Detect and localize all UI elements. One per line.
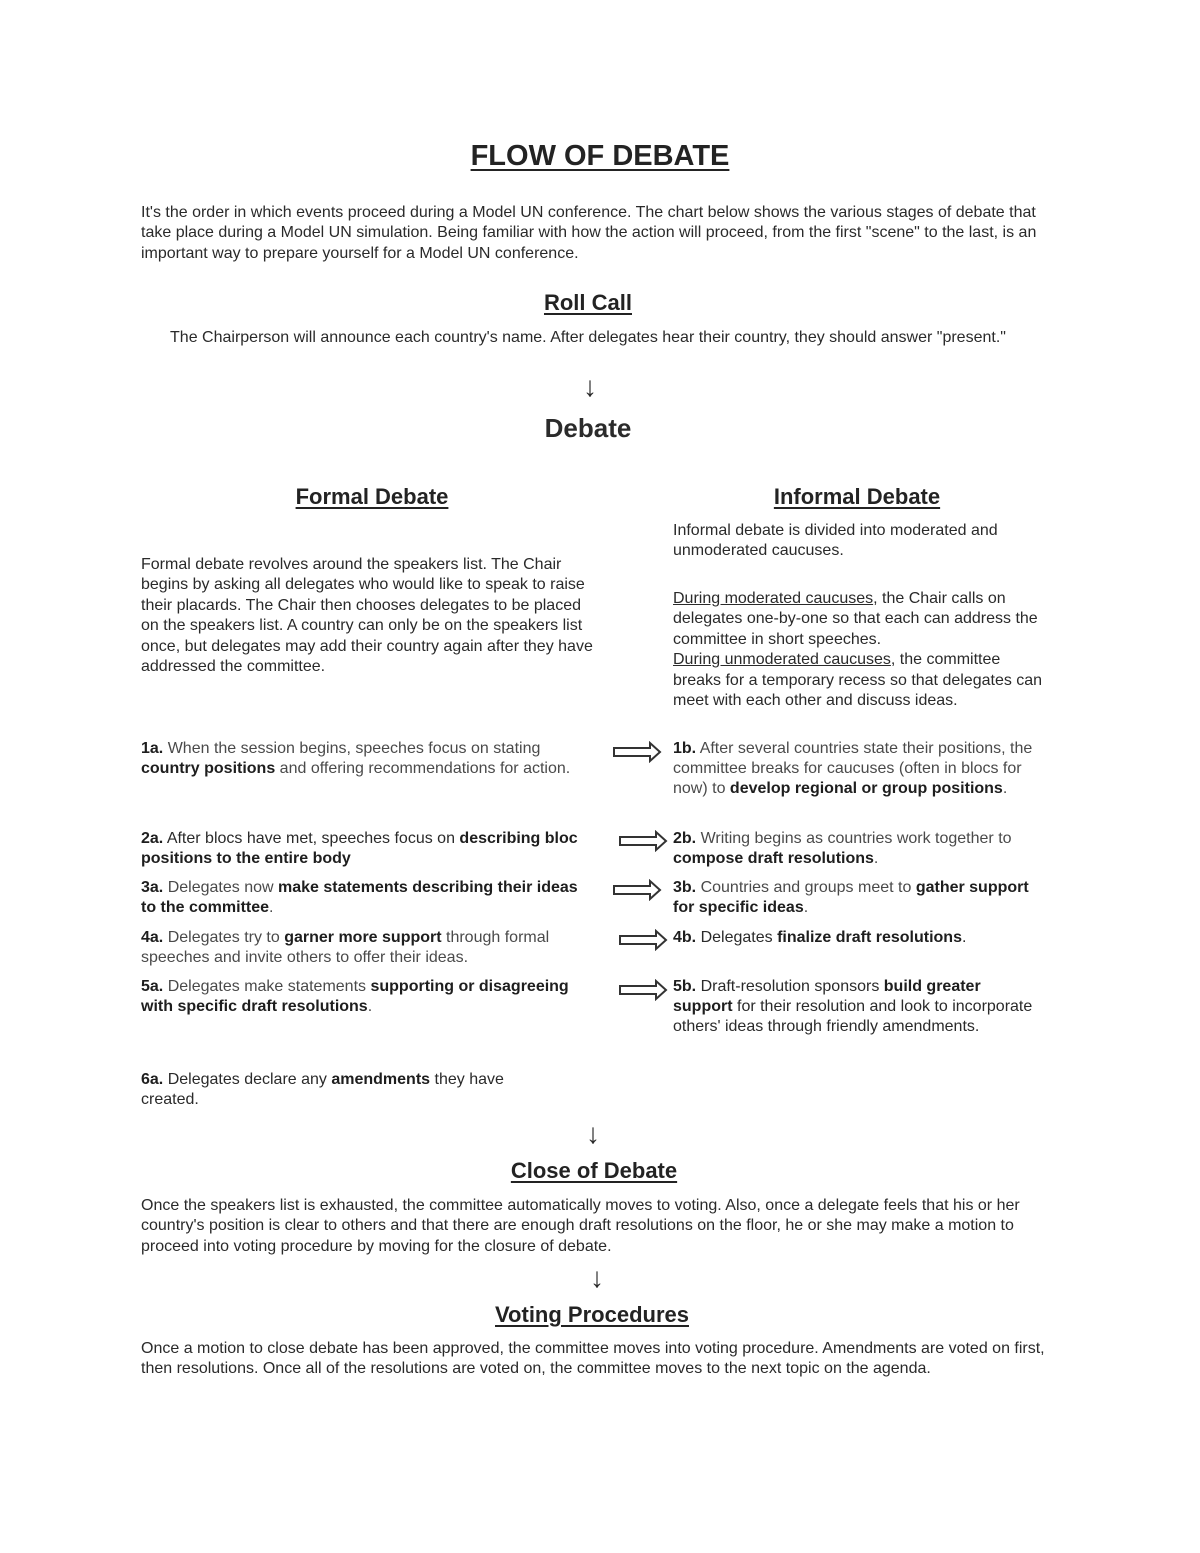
step-label: 4a.	[141, 929, 164, 946]
step-label: 3b.	[673, 879, 697, 896]
right-arrow-icon	[618, 929, 668, 951]
step-1a: 1a. When the session begins, speeches focus on stating country positions and offering recommendations for action.	[141, 740, 571, 777]
step-3a: 3a. Delegates now make statements describing their ideas to the committee.	[141, 879, 578, 916]
down-arrow-icon: ↓	[590, 1262, 604, 1293]
step-emphasis: make statements describing their ideas to the committee	[141, 879, 578, 916]
step-2a: 2a. After blocs have met, speeches focus on describing bloc positions to the entire body	[141, 830, 578, 867]
roll-call-text: The Chairperson will announce each country's name. After delegates hear their country, they should answer "present."	[170, 329, 1006, 346]
page-title: FLOW OF DEBATE	[470, 140, 730, 172]
roll-call-heading: Roll Call	[543, 290, 632, 315]
caucus-description	[673, 589, 1043, 711]
informal-debate-intro: Informal debate is divided into moderated and unmoderated caucuses.	[673, 522, 998, 560]
close-of-debate-text: Once the speakers list is exhausted, the committee automatically moves to voting. Also, once a delegate feels that his or her country's position is clear to others and that there are enough draft resolutions on the floor, he or she may make a motion to proceed into voting procedure by moving for the closure of debate.	[141, 1197, 1020, 1255]
informal-debate-heading: Informal Debate	[773, 484, 941, 509]
right-arrow-icon	[618, 979, 668, 1001]
voting-procedures-heading: Voting Procedures	[495, 1302, 689, 1327]
unmoderated-caucus-text: , the committee breaks for a temporary recess so that delegates can meet with each other and discuss ideas.	[673, 651, 1043, 710]
step-5b: 5b. Draft-resolution sponsors build greater support for their resolution and look to incorporate others' ideas through friendly amendments.	[673, 978, 1033, 1035]
step-emphasis: describing bloc positions to the entire body	[141, 830, 578, 867]
step-label: 3a.	[141, 879, 164, 896]
step-3b: 3b. Countries and groups meet to gather support for specific ideas.	[673, 879, 1029, 916]
step-emphasis: amendments	[331, 1071, 431, 1088]
step-emphasis: build greater support	[673, 978, 981, 1015]
step-emphasis: compose draft resolutions	[673, 850, 874, 867]
right-arrow-icon	[618, 830, 668, 852]
moderated-caucus-text: , the Chair calls on delegates one-by-one so that each can address the committee in short speeches.	[673, 590, 1038, 648]
step-emphasis: country positions	[141, 760, 276, 777]
step-4b: 4b. Delegates finalize draft resolutions.	[673, 929, 967, 946]
step-emphasis: supporting or disagreeing with specific draft resolutions	[141, 978, 569, 1015]
step-4a: 4a. Delegates try to garner more support through formal speeches and invite others to offer their ideas.	[141, 929, 550, 966]
step-label: 5a.	[141, 978, 164, 995]
step-emphasis: develop regional or group positions	[729, 780, 1003, 797]
unmoderated-caucus-label: During unmoderated caucuses	[673, 651, 891, 669]
formal-debate-heading: Formal Debate	[295, 484, 449, 509]
step-6a: 6a. Delegates declare any amendments they have created.	[141, 1071, 504, 1108]
step-2b: 2b. Writing begins as countries work together to compose draft resolutions.	[673, 830, 1012, 867]
step-1b: 1b. After several countries state their positions, the committee breaks for caucuses (often in blocs for now) to develop regional or group positions.	[673, 740, 1033, 797]
step-label: 1b.	[673, 740, 697, 757]
down-arrow-icon: ↓	[583, 371, 597, 402]
step-label: 2b.	[673, 830, 697, 847]
step-emphasis: finalize draft resolutions	[777, 929, 962, 946]
step-5a: 5a. Delegates make statements supporting or disagreeing with specific draft resolutions.	[141, 978, 569, 1015]
formal-debate-text: Formal debate revolves around the speakers list. The Chair begins by asking all delegates who would like to speak to raise their placards. The Chair then chooses delegates to be placed on the speakers list. A country can only be on the speakers list once, but delegates may add their country again after they have addressed the committee.	[141, 556, 593, 676]
step-label: 4b.	[673, 929, 697, 946]
debate-heading: Debate	[544, 413, 632, 443]
intro-paragraph: It's the order in which events proceed during a Model UN conference. The chart below shows the various stages of debate that take place during a Model UN simulation. Being familiar with how the action will proceed, from the first "scene" to the last, is an important way to prepare yourself for a Model UN conference.	[141, 204, 1037, 262]
moderated-caucus-label: During moderated caucuses	[673, 590, 874, 607]
step-label: 6a.	[141, 1071, 164, 1088]
right-arrow-icon	[612, 741, 662, 763]
voting-procedures-text: Once a motion to close debate has been approved, the committee moves into voting procedure. Amendments are voted on first, then resolutions. Once all of the resolutions are voted on, the committee moves to the next topic on the agenda.	[141, 1340, 1045, 1378]
down-arrow-icon: ↓	[586, 1118, 600, 1149]
step-label: 2a.	[141, 830, 164, 847]
step-emphasis: gather support for specific ideas	[673, 879, 1029, 916]
right-arrow-icon	[612, 879, 662, 901]
step-emphasis: garner more support	[284, 929, 442, 946]
close-of-debate-heading: Close of Debate	[510, 1158, 678, 1183]
step-label: 1a.	[141, 740, 164, 757]
step-label: 5b.	[673, 978, 697, 995]
